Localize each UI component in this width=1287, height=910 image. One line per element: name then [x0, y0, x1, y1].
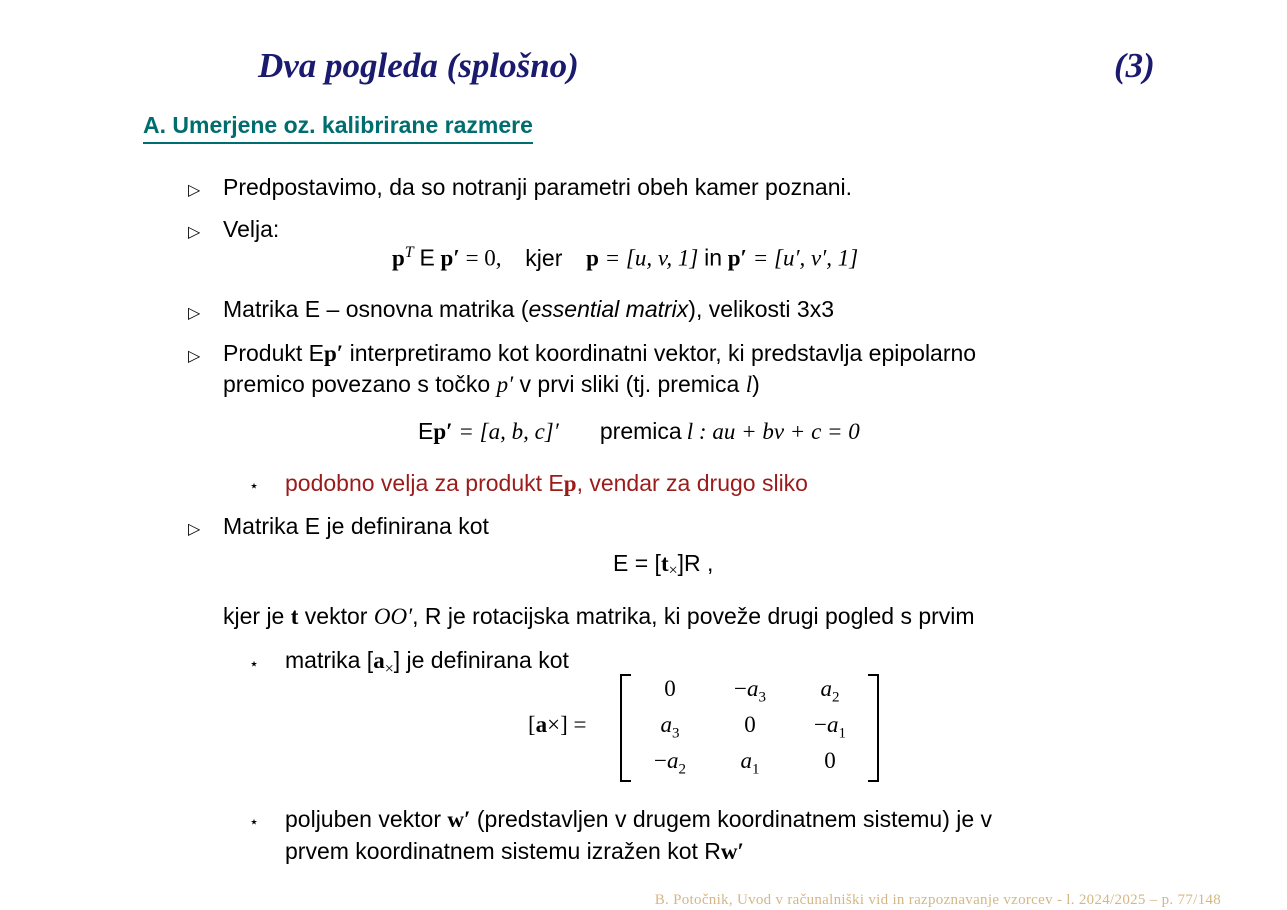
- bullet-text: Velja:: [223, 216, 280, 242]
- equation-line: Ep′ = [a, b, c]′ premica l : au + bv + c = 0: [418, 418, 860, 444]
- bullet-text: Matrika E je definirana kot: [223, 513, 489, 539]
- matrix-cell: $-a_3$: [734, 676, 766, 706]
- triangle-bullet-icon: ▷: [188, 222, 201, 241]
- matrix-cell: 0: [824, 748, 836, 773]
- triangle-bullet-icon: ▷: [188, 303, 201, 322]
- equation-epipolar: $p^T$ E p′ = 0, kjer p = [u, v, 1] in p′ = [u′, v′, 1]: [392, 244, 859, 271]
- matrix-cell: $a_2$: [820, 676, 840, 706]
- star-bullet-icon: ⋆: [249, 476, 260, 495]
- sub-bullet-text: poljuben vektor w′ (predstavljen v drugem koordinatnem sistemu) je v: [285, 806, 993, 832]
- bullet-text: Predpostavimo, da so notranji parametri obeh kamer poznani.: [223, 174, 853, 200]
- bullet-text-continued: premico povezano s točko p′ v prvi sliki (tj. premica l): [223, 371, 760, 397]
- matrix-right-bracket: [868, 674, 879, 782]
- equation-essential: $E = [t_\times]R$ ,: [613, 550, 714, 580]
- slide-footer: B. Potočnik, Uvod v računalniški vid in razpoznavanje vzorcev - l. 2024/2025 – p. 77/148: [654, 892, 1221, 908]
- star-bullet-icon: ⋆: [249, 654, 260, 673]
- bullet-text: Matrika E – osnovna matrika (essential matrix), velikosti 3x3: [223, 296, 835, 322]
- triangle-bullet-icon: ▷: [188, 346, 201, 365]
- matrix-cell: $a_1$: [740, 748, 760, 778]
- sub-bullet-text: podobno velja za produkt Ep, vendar za drugo sliko: [285, 470, 808, 496]
- section-heading: A. Umerjene oz. kalibrirane razmere: [143, 112, 533, 144]
- matrix-cell: $-a_2$: [654, 748, 686, 778]
- slide-number: (3): [1114, 46, 1155, 85]
- sub-bullet-text-continued: prvem koordinatnem sistemu izražen kot Rw′: [285, 838, 744, 864]
- sub-bullet-text: matrika $[a_\times]$ je definirana kot: [285, 647, 569, 678]
- matrix-lhs: [a×] =: [528, 712, 587, 737]
- triangle-bullet-icon: ▷: [188, 180, 201, 199]
- slide-title: Dva pogleda (splošno): [258, 46, 579, 85]
- matrix-cell: 0: [744, 712, 756, 737]
- matrix-left-bracket: [620, 674, 631, 782]
- bullet-text: Produkt Ep′ interpretiramo kot koordinatni vektor, ki predstavlja epipolarno: [223, 340, 977, 366]
- matrix-cell: $a_3$: [660, 712, 680, 742]
- paragraph-text: kjer je t vektor OO′, R je rotacijska matrika, ki poveže drugi pogled s prvim: [223, 603, 975, 629]
- matrix-cell: 0: [664, 676, 676, 701]
- star-bullet-icon: ⋆: [249, 812, 260, 831]
- matrix-cell: $-a_1$: [814, 712, 846, 742]
- triangle-bullet-icon: ▷: [188, 519, 201, 538]
